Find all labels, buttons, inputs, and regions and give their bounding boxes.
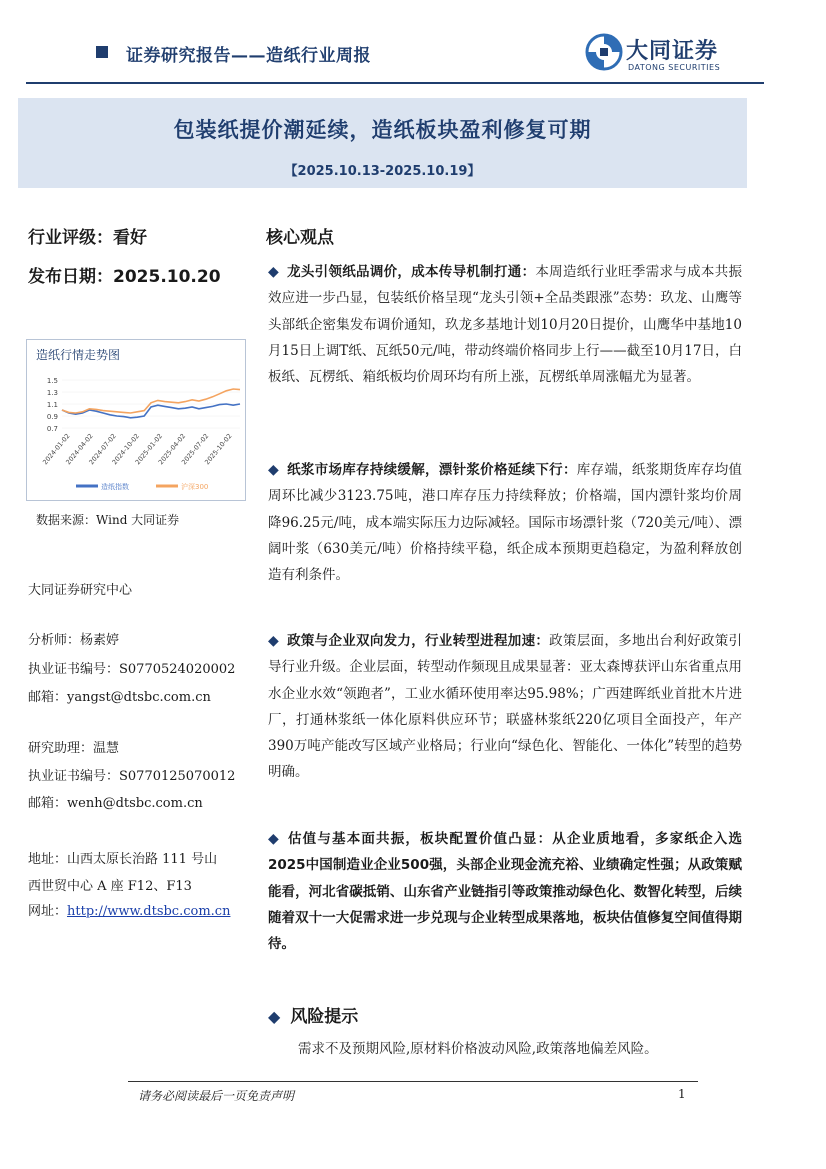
assistant-cert: 执业证书编号：S0770125070012 (28, 769, 236, 784)
report-title: 包装纸提价潮延续，造纸板块盈利修复可期 (173, 118, 592, 142)
website (28, 900, 230, 919)
diamond-bullet-icon: ◆ (268, 1007, 281, 1026)
header-square-icon (96, 46, 108, 58)
x-tick-label: 2025-07-02 (179, 432, 211, 467)
assistant-name: 研究助理：温慧 (28, 741, 120, 756)
x-tick-label: 2025-01-02 (133, 432, 165, 467)
diamond-bullet-icon: ◆ (268, 264, 280, 280)
x-tick-label: 2025-04-02 (156, 432, 188, 467)
diamond-bullet-icon: ◆ (268, 831, 280, 847)
risk-heading (268, 1002, 358, 1027)
datong-logo-icon (584, 32, 624, 72)
diamond-bullet-icon: ◆ (268, 462, 280, 478)
address-line-2: 西世贸中心 A 座 F12、F13 (28, 879, 192, 894)
y-tick-label: 1.3 (46, 389, 58, 397)
analyst-cert: 执业证书编号：S0770524020002 (28, 662, 236, 677)
legend-label-1: 造纸指数 (101, 483, 129, 491)
publish-date: 发布日期：2025.10.20 (28, 267, 221, 287)
logo-text-cn: 大同证券 (626, 39, 719, 64)
header-divider (26, 82, 764, 84)
website-label: 网址： (28, 904, 68, 919)
legend-label-2: 沪深300 (181, 483, 209, 491)
report-date-range: 【2025.10.13-2025.10.19】 (284, 164, 481, 179)
core-point-3-text: 政策层面，多地出台利好政策引导行业升级。企业层面，转型动作频现且成果显著：亚太森博获评山东省重点用水企业水效“领跑者”，工业水循环使用率达95.98%；广西建晖纸业首批木片进厂，打通林浆纸一体化原料供应环节；联盛林浆纸220亿项目全面投产，年产390万吨产能改写区域产业格局；行业向“绿色化、智能化、一体化”转型的趋势明确。 (268, 633, 743, 781)
diamond-bullet-icon: ◆ (268, 633, 280, 649)
y-tick-label: 1.5 (46, 377, 58, 385)
chart-title: 造纸行情走势图 (36, 348, 121, 362)
y-tick-label: 0.7 (46, 425, 58, 433)
core-point-4-text: 估值与基本面共振，板块配置价值凸显：从企业质地看，多家纸企入选2025中国制造业企业500强，头部企业现金流充裕、业绩确定性强；从政策赋能看，河北省碳抵销、山东省产业链指引等政策推动绿色化、数智化转型，后续随着双十一大促需求进一步兑现与企业转型成果落地，板块估值修复空间值得期待。 (268, 831, 742, 953)
series-line-1 (62, 404, 240, 418)
core-point-4 (268, 826, 742, 957)
y-tick-label: 0.9 (46, 413, 58, 421)
x-tick-label: 2024-01-02 (41, 432, 72, 467)
x-tick-label: 2024-07-02 (87, 432, 118, 467)
analyst-email: 邮箱：yangst@dtsbc.com.cn (28, 690, 211, 705)
assistant-email: 邮箱：wenh@dtsbc.com.cn (28, 796, 203, 811)
core-point-1 (268, 259, 742, 390)
core-point-3-heading: 政策与企业双向发力，行业转型进程加速： (287, 633, 550, 649)
x-tick-label: 2025-10-02 (203, 432, 234, 467)
footer-divider (128, 1081, 698, 1082)
website-link[interactable]: http://www.dtsbc.com.cn (67, 904, 231, 919)
core-point-3 (268, 628, 742, 786)
core-point-2-text: 库存端，纸浆期货库存均值周环比减少3123.75吨，港口库存压力持续释放；价格端，国内漂针浆均价周降96.25元/吨，成本端实际压力边际减轻。国际市场漂针浆（720美元/吨）、漂阔叶浆（630美元/吨）价格持续平稳，纸企成本预期更趋稳定，为盈利释放创造有利条件。 (268, 462, 742, 584)
industry-rating: 行业评级：看好 (28, 228, 147, 248)
risk-text: 需求不及预期风险,原材料价格波动风险,政策落地偏差风险。 (298, 1041, 658, 1057)
x-tick-label: 2024-10-02 (110, 432, 141, 467)
market-trend-chart (26, 366, 244, 496)
report-type-title: 证券研究报告——造纸行业周报 (126, 46, 371, 66)
page-number: 1 (678, 1087, 686, 1101)
core-point-2-heading: 纸浆市场库存持续缓解，漂针浆价格延续下行： (287, 462, 577, 478)
y-tick-label: 1.1 (46, 401, 58, 409)
data-source: 数据来源：Wind 大同证券 (36, 513, 180, 527)
core-point-1-heading: 龙头引领纸品调价，成本传导机制打通： (287, 264, 536, 280)
series-line-2 (62, 389, 240, 413)
core-views-title: 核心观点 (266, 228, 334, 248)
core-point-1-text: 本周造纸行业旺季需求与成本共振效应进一步凸显，包装纸价格呈现“龙头引领+全品类跟涨”态势：玖龙、山鹰等头部纸企密集发布调价通知，玖龙多基地计划10月20日提价，山鹰华中基地10月15日上调T纸、瓦纸50元/吨，带动终端价格同步上行——截至10月17日，白板纸、瓦楞纸、箱纸板均价周环均有所上涨，瓦楞纸单周涨幅尤为显著。 (268, 264, 742, 386)
x-tick-label: 2024-04-02 (64, 432, 95, 467)
core-point-2 (268, 457, 742, 588)
logo-text-en: DATONG SECURITIES (628, 63, 721, 72)
analyst-name: 分析师：杨素婷 (28, 633, 120, 648)
address-line-1: 地址：山西太原长治路 111 号山 (28, 852, 218, 867)
risk-title: 风险提示 (290, 1007, 359, 1027)
disclaimer-note: 请务必阅读最后一页免责声明 (138, 1089, 295, 1103)
research-center: 大同证券研究中心 (28, 583, 133, 598)
